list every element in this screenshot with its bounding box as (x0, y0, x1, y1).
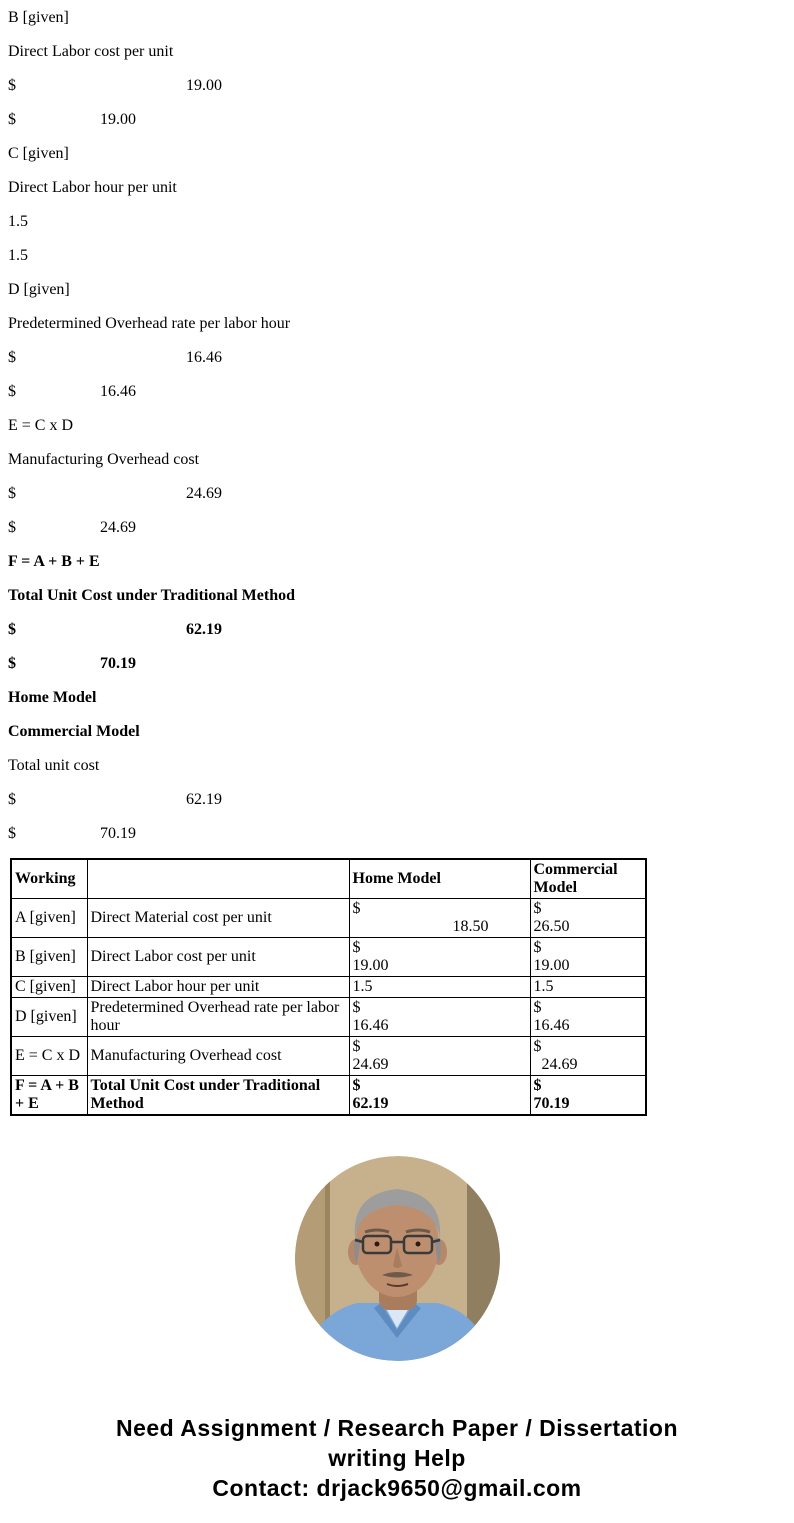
paragraph-line (8, 518, 786, 537)
col-header-commercial-model: Commercial Model (530, 859, 646, 899)
paragraph-line (8, 76, 786, 95)
currency-symbol: $ (533, 1038, 542, 1055)
paragraph-line: Direct Labor cost per unit (8, 43, 174, 60)
help-line-1: Need Assignment / Research Paper / Dissertation (115, 1415, 679, 1441)
table-row (11, 938, 646, 977)
paragraph-list (8, 8, 786, 843)
currency-symbol: $ (8, 621, 16, 638)
amount-value: 24.69 (186, 485, 222, 502)
paragraph-line (8, 348, 786, 367)
worksheet-page (8, 8, 786, 1503)
home-model-cell: 1.5 (349, 977, 530, 998)
table-row (11, 899, 646, 938)
currency-symbol: $ (352, 999, 361, 1016)
amount-value: 26.50 (533, 918, 570, 935)
paragraph-line: Home Model (8, 689, 97, 706)
table-row (11, 1037, 646, 1076)
amount-value: 24.69 (541, 1056, 578, 1073)
currency-symbol: $ (8, 655, 16, 672)
amount-value: 62.19 (186, 791, 222, 808)
amount-value: 16.46 (186, 349, 222, 366)
commercial-model-cell (530, 938, 646, 977)
home-model-cell (349, 1076, 530, 1116)
commercial-model-cell: 1.5 (530, 977, 646, 998)
paragraph-line (8, 484, 786, 503)
col-header-home-model: Home Model (349, 859, 530, 899)
table-row (11, 1076, 646, 1116)
currency-symbol: $ (8, 77, 16, 94)
amount-value: 24.69 (352, 1056, 389, 1073)
working-cell: C [given] (11, 977, 87, 998)
amount-value: 19.00 (352, 957, 389, 974)
help-line-2: writing Help (328, 1445, 466, 1471)
working-cell: F = A + B + E (11, 1076, 87, 1116)
home-model-cell (349, 899, 530, 938)
label-cell: Direct Material cost per unit (87, 899, 349, 938)
amount-value: 19.00 (100, 111, 136, 128)
table-header-row (11, 859, 646, 899)
home-model-cell (349, 1037, 530, 1076)
contact-line: Contact: drjack9650@gmail.com (212, 1475, 582, 1501)
label-cell: Direct Labor cost per unit (87, 938, 349, 977)
paragraph-line: Total Unit Cost under Traditional Method (8, 587, 296, 604)
currency-symbol: $ (8, 111, 16, 128)
commercial-model-cell (530, 1037, 646, 1076)
paragraph-line: E = C x D (8, 417, 74, 434)
paragraph-line: Predetermined Overhead rate per labor hour (8, 315, 291, 332)
amount-value: 19.00 (533, 957, 570, 974)
currency-symbol: $ (8, 485, 16, 502)
amount-value: 70.19 (100, 655, 136, 672)
paragraph-line (8, 790, 786, 809)
currency-symbol: $ (8, 791, 16, 808)
label-cell: Direct Labor hour per unit (87, 977, 349, 998)
working-cell: D [given] (11, 998, 87, 1037)
amount-value: 16.46 (533, 1017, 570, 1034)
home-model-cell (349, 938, 530, 977)
paragraph-line (8, 110, 786, 129)
table-row (11, 998, 646, 1037)
paragraph-line: Total unit cost (8, 757, 100, 774)
amount-value: 62.19 (352, 1095, 389, 1112)
tutor-photo (295, 1156, 500, 1361)
paragraph-line: F = A + B + E (8, 553, 100, 570)
amount-value: 19.00 (186, 77, 222, 94)
home-model-cell (349, 998, 530, 1037)
currency-symbol: $ (352, 1077, 361, 1094)
amount-value: 62.19 (186, 621, 222, 638)
currency-symbol: $ (533, 999, 542, 1016)
label-cell: Total Unit Cost under Traditional Method (87, 1076, 349, 1116)
paragraph-line: 1.5 (8, 247, 28, 264)
paragraph-line: Manufacturing Overhead cost (8, 451, 200, 468)
paragraph-line: 1.5 (8, 213, 28, 230)
worksheet-table (10, 858, 647, 1116)
amount-value: 18.50 (452, 918, 489, 935)
currency-symbol: $ (8, 349, 16, 366)
paragraph-line (8, 620, 786, 639)
currency-symbol: $ (8, 383, 16, 400)
paragraph-line: Direct Labor hour per unit (8, 179, 177, 196)
portrait-section (8, 1156, 786, 1361)
amount-value: 16.46 (100, 383, 136, 400)
currency-symbol: $ (533, 1077, 542, 1094)
paragraph-line: C [given] (8, 145, 69, 162)
commercial-model-cell (530, 998, 646, 1037)
working-cell: B [given] (11, 938, 87, 977)
currency-symbol: $ (8, 519, 16, 536)
working-cell: E = C x D (11, 1037, 87, 1076)
paragraph-line (8, 824, 786, 843)
paragraph-line (8, 654, 786, 673)
col-header-blank (87, 859, 349, 899)
currency-symbol: $ (533, 939, 542, 956)
amount-value: 70.19 (533, 1095, 570, 1112)
currency-symbol: $ (533, 900, 542, 917)
commercial-model-cell (530, 1076, 646, 1116)
paragraph-line (8, 382, 786, 401)
currency-symbol: $ (352, 939, 361, 956)
working-cell: A [given] (11, 899, 87, 938)
commercial-model-cell (530, 899, 646, 938)
paragraph-line: B [given] (8, 9, 69, 26)
col-header-working: Working (11, 859, 87, 899)
currency-symbol: $ (352, 1038, 361, 1055)
paragraph-line: Commercial Model (8, 723, 140, 740)
label-cell: Predetermined Overhead rate per labor hour (87, 998, 349, 1037)
amount-value: 70.19 (100, 825, 136, 842)
currency-symbol: $ (8, 825, 16, 842)
footer-help-text (8, 1413, 786, 1503)
currency-symbol: $ (352, 900, 361, 917)
label-cell: Manufacturing Overhead cost (87, 1037, 349, 1076)
paragraph-line: D [given] (8, 281, 70, 298)
amount-value: 16.46 (352, 1017, 389, 1034)
worksheet-table-body (11, 899, 646, 1116)
table-row (11, 977, 646, 998)
amount-value: 24.69 (100, 519, 136, 536)
